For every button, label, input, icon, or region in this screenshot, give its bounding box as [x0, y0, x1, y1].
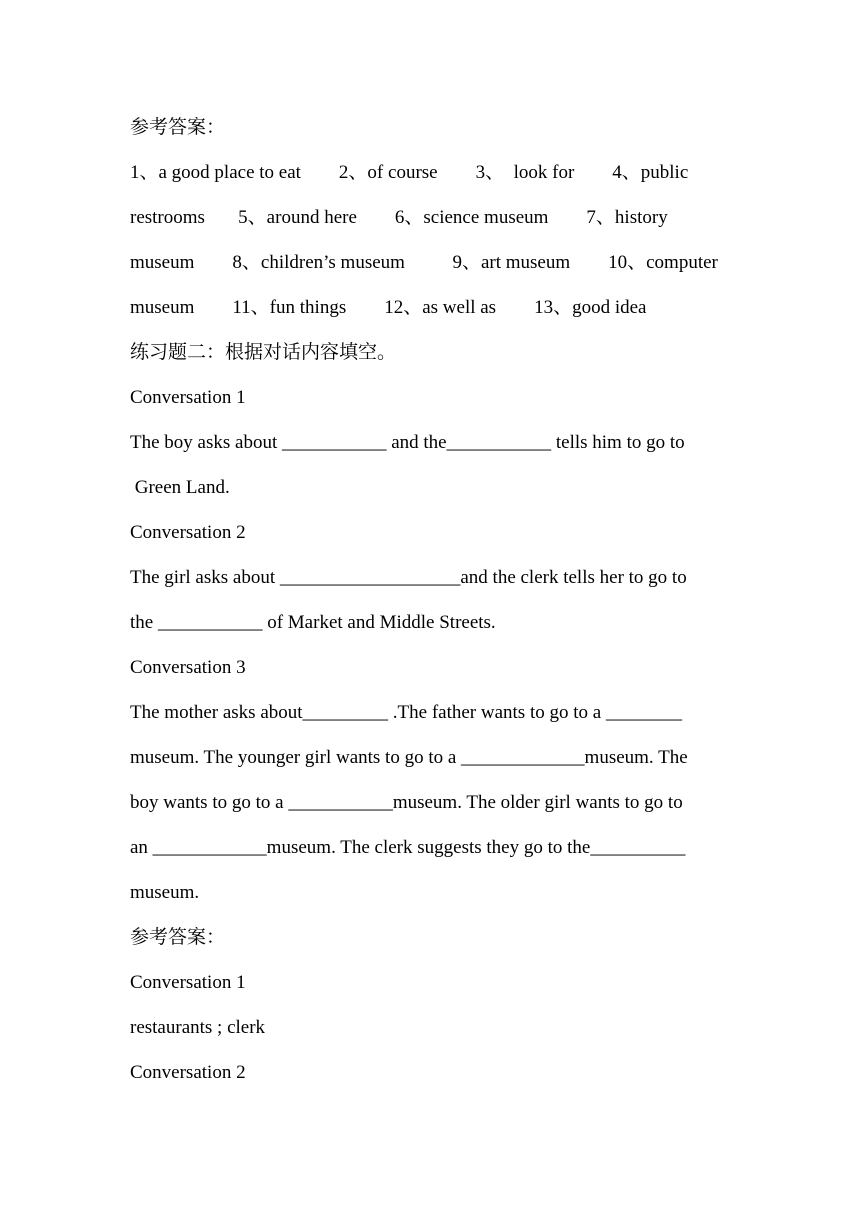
exercise-line: The boy asks about ___________ and the___________ tells him to go to	[130, 432, 685, 453]
conversation-heading: Conversation 2	[130, 1062, 246, 1083]
conversation-heading: Conversation 2	[130, 522, 246, 543]
answer-line: museum 11、fun things 12、as well as 13、good idea	[130, 297, 647, 318]
answer-line: restrooms 5、around here 6、science museum 7、history	[130, 207, 668, 228]
exercise-line: an ____________museum. The clerk suggests they go to the__________	[130, 837, 686, 858]
exercise-line: boy wants to go to a ___________museum. The older girl wants to go to	[130, 792, 683, 813]
conversation-heading: Conversation 3	[130, 657, 246, 678]
conversation-heading: Conversation 1	[130, 387, 246, 408]
exercise-line: museum.	[130, 882, 200, 903]
answer-line: 1、a good place to eat 2、of course 3、 look for 4、public	[130, 162, 689, 183]
answer-line: restaurants ; clerk	[130, 1017, 266, 1038]
document-page	[130, 109, 740, 1099]
exercise-line: Green Land.	[130, 477, 230, 498]
exercise-line: The girl asks about ___________________and the clerk tells her to go to	[130, 567, 687, 588]
exercise-line: the ___________ of Market and Middle Streets.	[130, 612, 496, 633]
answer-key-heading: 参考答案：	[130, 927, 226, 948]
exercise-line: museum. The younger girl wants to go to a _____________museum. The	[130, 747, 688, 768]
exercise-line: The mother asks about_________ .The father wants to go to a ________	[130, 702, 682, 723]
answer-line: museum 8、children’s museum 9、art museum 10、computer	[130, 252, 718, 273]
answer-key-heading: 参考答案：	[130, 117, 226, 138]
exercise-heading: 练习题二：根据对话内容填空。	[130, 342, 397, 363]
conversation-heading: Conversation 1	[130, 972, 246, 993]
